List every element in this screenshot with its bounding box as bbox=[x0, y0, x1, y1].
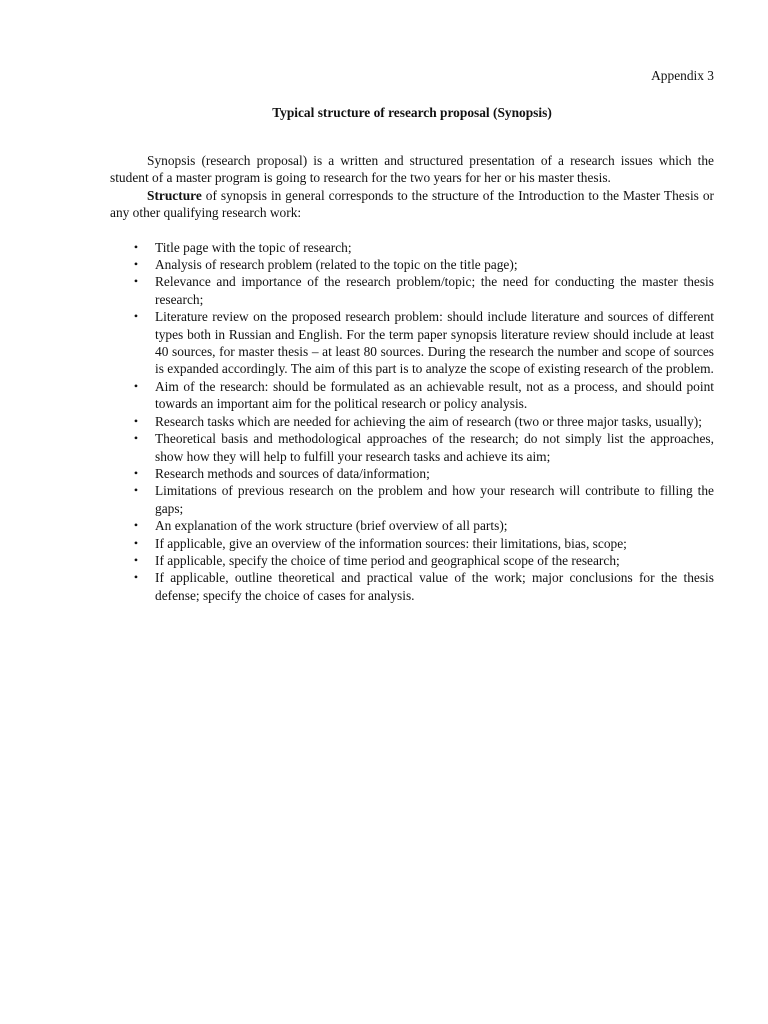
bullet-icon: • bbox=[133, 518, 139, 533]
list-item bbox=[110, 517, 714, 534]
document-page bbox=[110, 67, 714, 604]
document-title: Typical structure of research proposal (Synopsis) bbox=[272, 105, 552, 120]
bullet-icon: • bbox=[133, 257, 139, 272]
structure-bold-term: Structure bbox=[147, 187, 202, 203]
bullet-icon: • bbox=[133, 239, 139, 254]
bullet-icon: • bbox=[133, 378, 139, 393]
bullet-icon: • bbox=[133, 413, 139, 428]
list-item-text: Literature review on the proposed research problem: should include literature and sources of different types both in Russian and English. For the term paper synopsis literature review should include at least 40 sources, for master thesis – at least 80 sources. During the research the number and scope of sources is expanded accordingly. The aim of this part is to analyze the scope of existing research of the problem. bbox=[155, 309, 714, 377]
list-item bbox=[110, 465, 714, 482]
bullet-icon: • bbox=[133, 570, 139, 585]
list-item-text: Analysis of research problem (related to the topic on the title page); bbox=[155, 257, 518, 273]
list-item-text: Title page with the topic of research; bbox=[155, 239, 352, 255]
list-item-text: If applicable, give an overview of the information sources: their limitations, bias, scope; bbox=[155, 535, 627, 551]
bullet-icon: • bbox=[133, 552, 139, 567]
list-item-text: Research methods and sources of data/information; bbox=[155, 465, 430, 481]
bullet-icon: • bbox=[133, 274, 139, 289]
list-item bbox=[110, 430, 714, 465]
list-item-text: Theoretical basis and methodological approaches of the research; do not simply list the approaches, show how they will help to fulfill your research tasks and achieve its aim; bbox=[155, 431, 714, 464]
bullet-icon: • bbox=[133, 309, 139, 324]
bullet-icon: • bbox=[133, 535, 139, 550]
list-item-text: An explanation of the work structure (brief overview of all parts); bbox=[155, 518, 508, 534]
intro-paragraph: Synopsis (research proposal) is a written and structured presentation of a research issues which the student of a master program is going to research for the two years for her or his master thesis. bbox=[110, 153, 714, 186]
list-item bbox=[110, 239, 714, 256]
list-item bbox=[110, 413, 714, 430]
list-item-text: Aim of the research: should be formulated as an achievable result, not as a process, and should point towards an important aim for the political research or policy analysis. bbox=[155, 378, 714, 412]
structure-paragraph-text: of synopsis in general corresponds to the structure of the Introduction to the Master Thesis or any other qualifying research work: bbox=[110, 187, 714, 221]
bullet-icon: • bbox=[133, 483, 139, 498]
list-item bbox=[110, 273, 714, 308]
list-item bbox=[110, 569, 714, 604]
list-item-text: Limitations of previous research on the problem and how your research will contribute to filling the gaps; bbox=[155, 483, 714, 516]
list-item bbox=[110, 552, 714, 569]
list-item-text: If applicable, specify the choice of time period and geographical scope of the research; bbox=[155, 552, 620, 568]
list-item-text: If applicable, outline theoretical and practical value of the work; major conclusions for the thesis defense; specify the choice of cases for analysis. bbox=[155, 570, 714, 603]
bullet-icon: • bbox=[133, 431, 139, 446]
structure-list bbox=[110, 239, 714, 605]
list-item bbox=[110, 256, 714, 273]
structure-paragraph bbox=[110, 187, 714, 222]
bullet-icon: • bbox=[133, 465, 139, 480]
list-item-text: Research tasks which are needed for achieving the aim of research (two or three major tasks, usually); bbox=[155, 413, 702, 429]
list-item bbox=[110, 378, 714, 413]
list-item bbox=[110, 535, 714, 552]
list-item bbox=[110, 308, 714, 378]
list-item bbox=[110, 482, 714, 517]
appendix-label: Appendix 3 bbox=[651, 68, 714, 83]
list-item-text: Relevance and importance of the research problem/topic; the need for conducting the master thesis research; bbox=[155, 274, 714, 307]
